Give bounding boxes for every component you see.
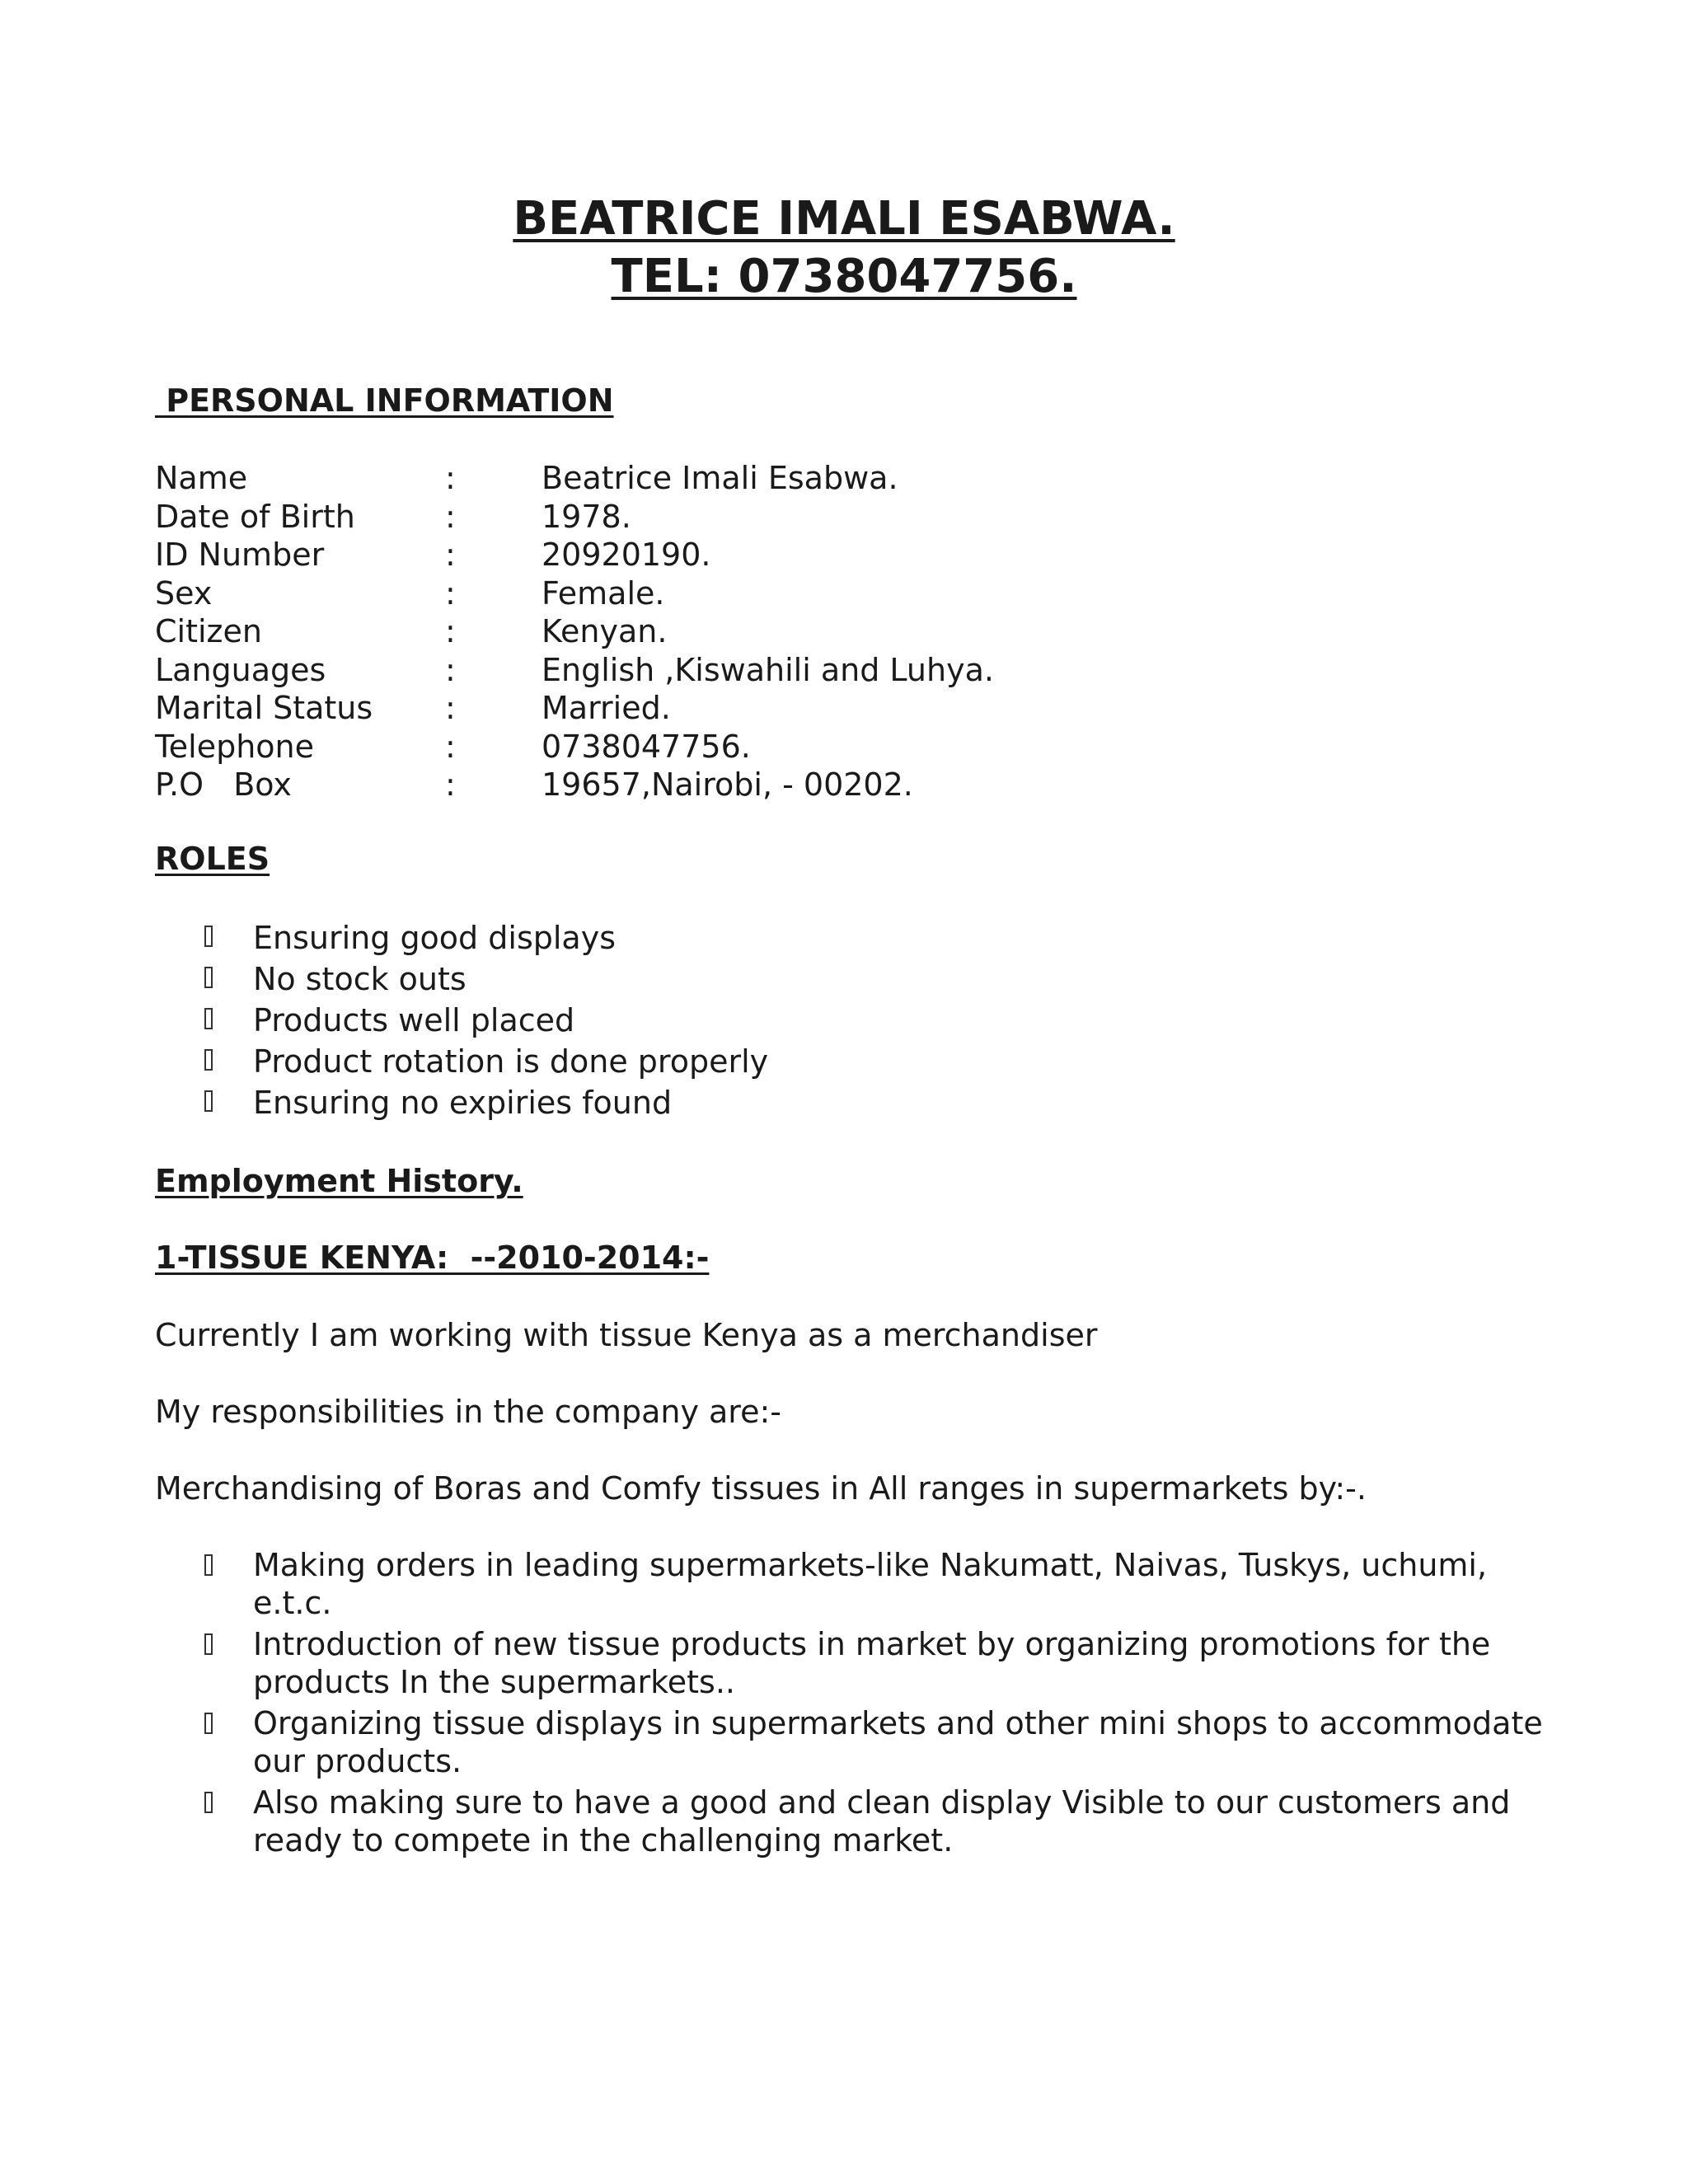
info-label: Citizen [155, 613, 262, 649]
merchandising-intro-text: Merchandising of Boras and Comfy tissues in All ranges in supermarkets by:-. [155, 1470, 1367, 1507]
responsibilities-list [155, 1546, 1556, 1863]
current-position-text: Currently I am working with tissue Kenya as a merchandiser [155, 1317, 1098, 1353]
responsibility-text: Organizing tissue displays in supermarkets and other mini shops to accommodate our products. [253, 1705, 1543, 1779]
role-text: No stock outs [253, 961, 467, 997]
info-row-date-of-birth [155, 498, 1391, 537]
info-value: 20920190. [542, 537, 711, 573]
info-row-telephone [155, 728, 1391, 766]
bullet-icon [204, 926, 213, 947]
responsibility-text: Making orders in leading supermarkets-like Nakumatt, Naivas, Tuskys, uchumi, e.t.c. [253, 1547, 1488, 1621]
bullet-icon [204, 967, 213, 988]
info-label: Sex [155, 574, 213, 612]
role-text: Ensuring good displays [253, 920, 616, 956]
info-row-citizen [155, 612, 1391, 651]
bullet-icon [204, 1008, 213, 1029]
list-item [155, 1041, 1556, 1082]
bullet-icon [204, 1090, 213, 1112]
list-item [155, 958, 1556, 1000]
info-value: Beatrice Imali Esabwa. [542, 460, 898, 496]
bullet-icon [204, 1049, 213, 1071]
info-row-marital-status [155, 689, 1391, 728]
info-value: Kenyan. [542, 613, 668, 649]
info-row-sex [155, 574, 1391, 613]
list-item [155, 1783, 1556, 1859]
info-label: Telephone [155, 728, 314, 765]
info-label: Marital Status [155, 690, 373, 726]
role-text: Products well placed [253, 1002, 575, 1038]
roles-heading: ROLES [155, 841, 270, 877]
info-value: 19657,Nairobi, - 00202. [542, 766, 913, 803]
candidate-name-title: BEATRICE IMALI ESABWA. [513, 192, 1175, 246]
info-separator: : [445, 498, 456, 535]
info-separator: : [445, 690, 456, 726]
role-text: Ensuring no expiries found [253, 1085, 673, 1121]
bullet-icon [204, 1633, 213, 1655]
candidate-telephone-title: TEL: 0738047756. [611, 250, 1077, 303]
bullet-icon [204, 1792, 213, 1813]
personal-information-table [155, 459, 1391, 804]
info-value: English ,Kiswahili and Luhya. [542, 651, 994, 688]
info-label: ID Number [155, 537, 325, 573]
info-label: Name [155, 460, 248, 496]
role-text: Product rotation is done properly [253, 1043, 769, 1080]
employment-history-heading: Employment History. [155, 1163, 523, 1199]
info-label: P.O Box [155, 766, 292, 803]
info-row-languages [155, 651, 1391, 690]
info-separator: : [445, 651, 456, 688]
info-row-po-box [155, 766, 1391, 804]
personal-information-heading: PERSONAL INFORMATION [155, 382, 614, 419]
info-separator: : [445, 766, 456, 803]
info-row-id-number [155, 536, 1391, 574]
bullet-icon [204, 1554, 213, 1576]
responsibilities-intro-text: My responsibilities in the company are:- [155, 1394, 781, 1430]
info-separator: : [445, 574, 456, 612]
info-value: Married. [542, 690, 671, 726]
responsibility-text: Also making sure to have a good and clean display Visible to our customers and ready to compete in the challenging market. [253, 1784, 1511, 1858]
info-value: Female. [542, 574, 665, 612]
list-item [155, 917, 1556, 958]
info-label: Languages [155, 651, 326, 688]
info-separator: : [445, 728, 456, 765]
job-tissue-kenya-heading: 1-TISSUE KENYA: --2010-2014:- [155, 1240, 710, 1276]
list-item [155, 1625, 1556, 1701]
list-item [155, 1000, 1556, 1041]
info-row-name [155, 459, 1391, 498]
info-separator: : [445, 613, 456, 649]
roles-list [155, 917, 1556, 1123]
list-item [155, 1546, 1556, 1622]
list-item [155, 1082, 1556, 1123]
info-separator: : [445, 537, 456, 573]
info-value: 0738047756. [542, 728, 751, 765]
bullet-icon [204, 1713, 213, 1734]
list-item [155, 1704, 1556, 1780]
info-separator: : [445, 460, 456, 496]
info-value: 1978. [542, 498, 631, 535]
responsibility-text: Introduction of new tissue products in market by organizing promotions for the products In the supermarkets.. [253, 1626, 1491, 1700]
info-label: Date of Birth [155, 498, 355, 535]
